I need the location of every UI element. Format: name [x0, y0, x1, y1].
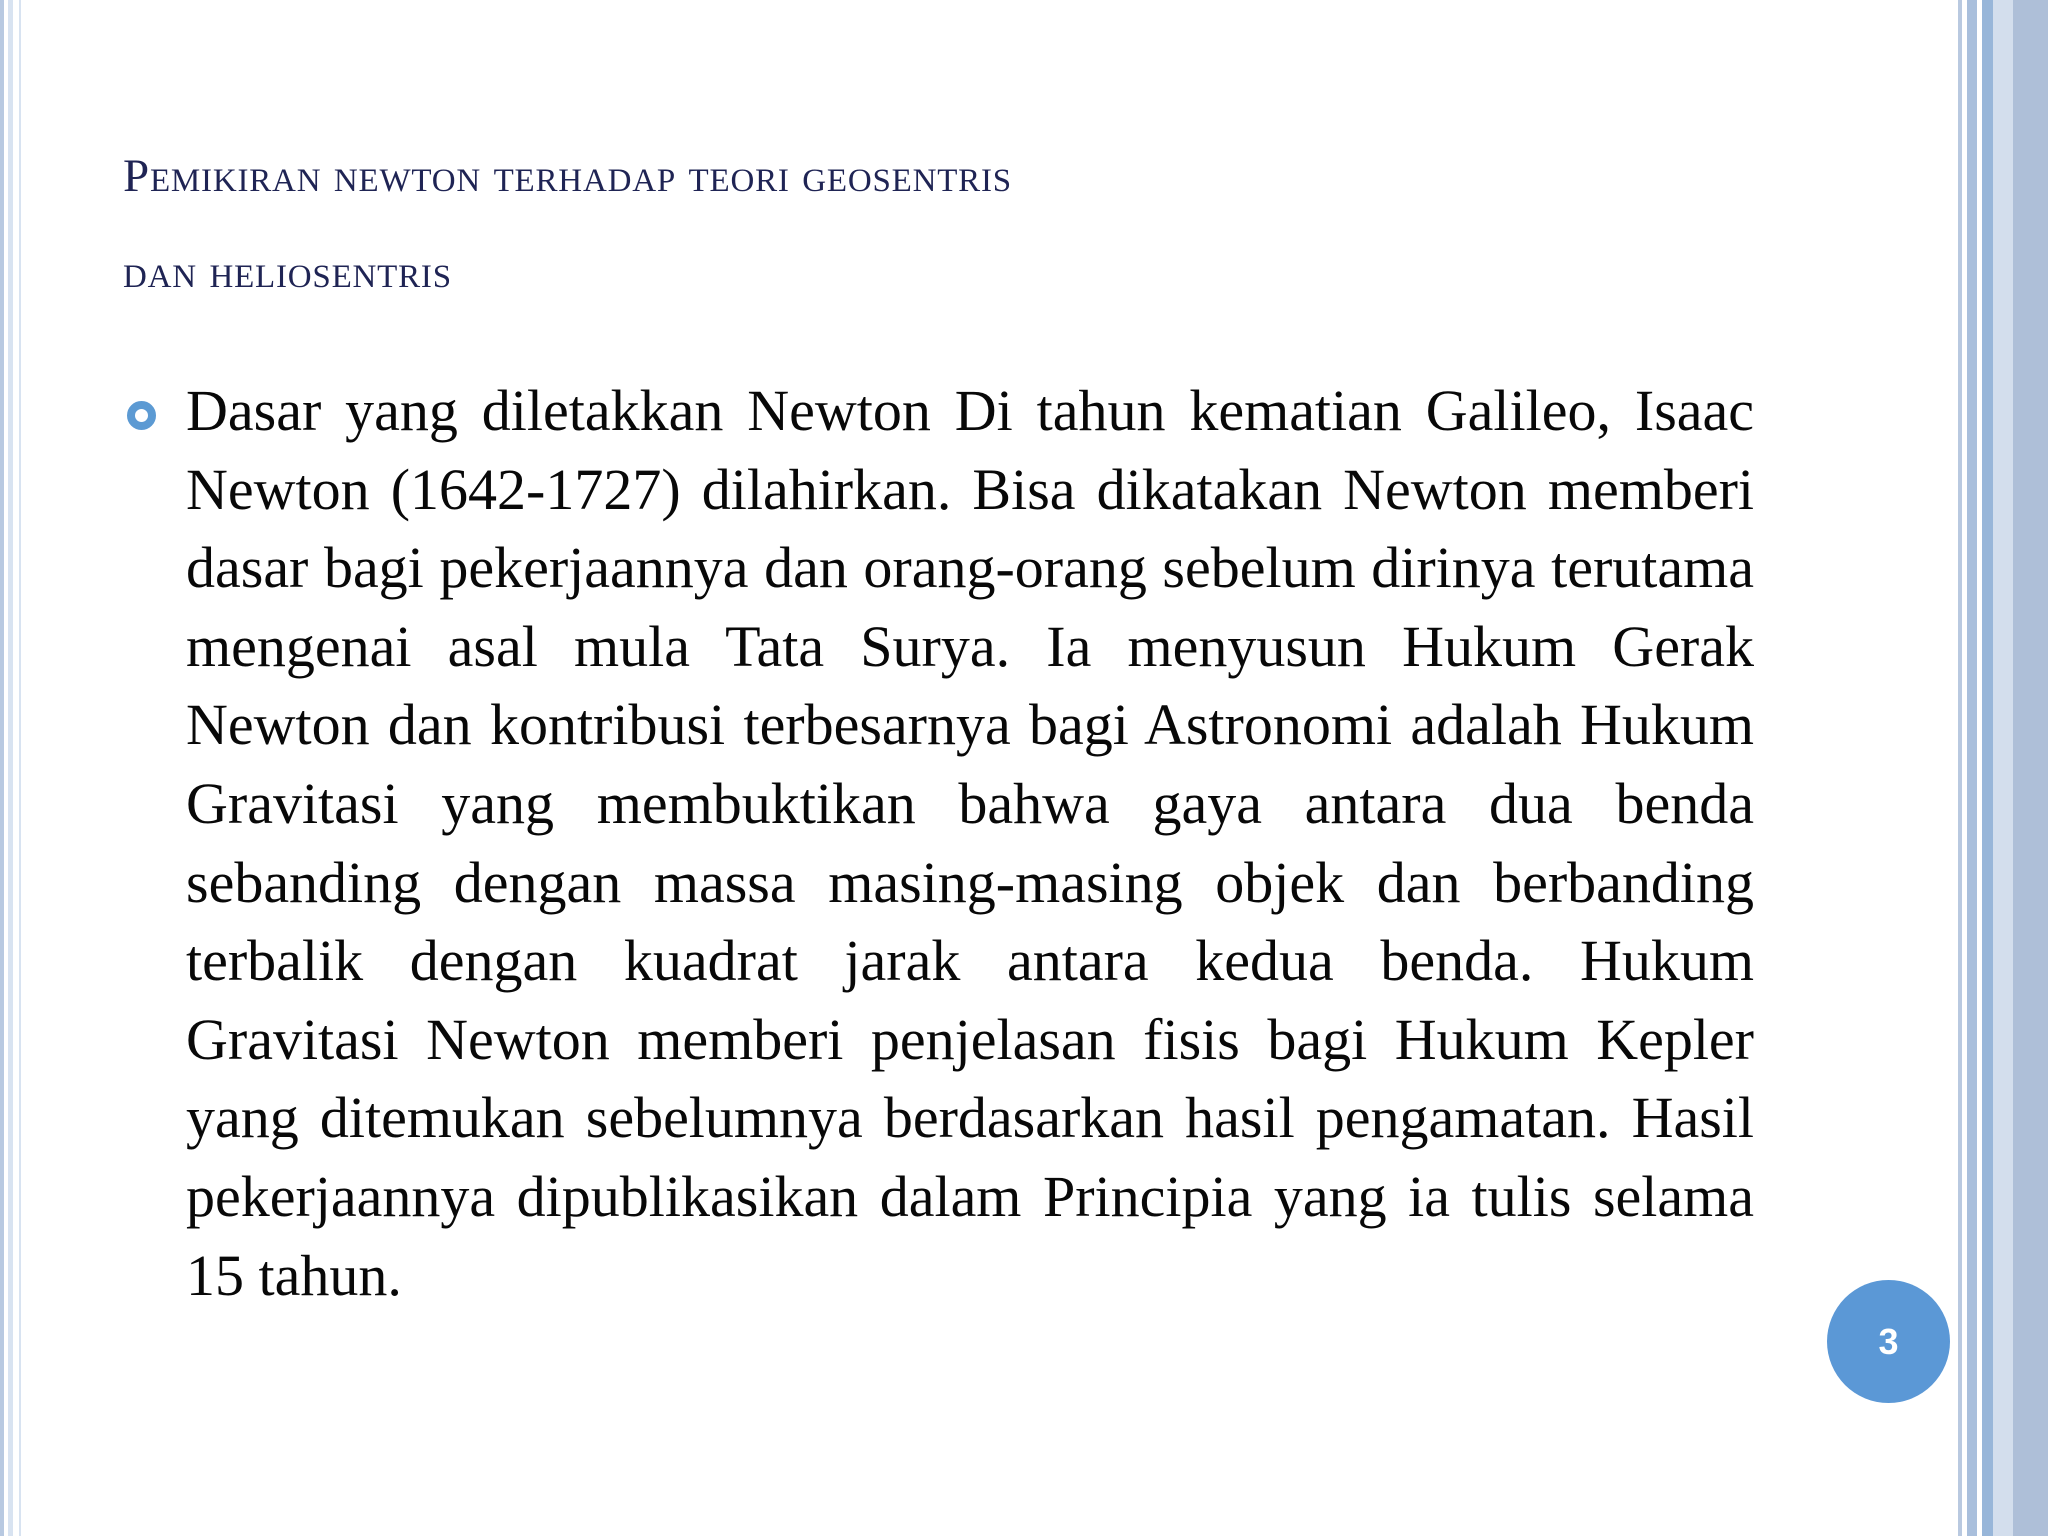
right-frame-line-2 — [1967, 0, 1977, 1536]
slide-title — [123, 128, 1773, 320]
right-frame-line-4 — [1993, 0, 2013, 1536]
right-frame-line-5 — [2013, 0, 2048, 1536]
body-paragraph: Dasar yang diletakkan Newton Di tahun kematian Galileo, Isaac Newton (1642-1727) dilahirkan. Bisa dikatakan Newton memberi dasar bagi pekerjaannya dan orang-orang sebelum dirinya terutama mengenai asal mula Tata Surya. Ia menyusun Hukum Gerak Newton dan kontribusi terbesarnya bagi Astronomi adalah Hukum Gravitasi yang membuktikan bahwa gaya antara dua benda sebanding dengan massa masing-masing objek dan berbanding terbalik dengan kuadrat jarak antara kedua benda. Hukum Gravitasi Newton memberi penjelasan fisis bagi Hukum Kepler yang ditemukan sebelumnya berdasarkan hasil pengamatan. Hasil pekerjaannya dipublikasikan dalam Principia yang ia tulis selama 15 tahun. — [186, 378, 1754, 1308]
right-frame-line-3 — [1982, 0, 1993, 1536]
right-frame-line-1 — [1958, 0, 1962, 1536]
page-number: 3 — [1878, 1320, 1899, 1362]
left-frame-outer — [0, 0, 4, 1536]
left-frame-line — [19, 0, 21, 1536]
title-line-2: dan heliosentris — [123, 246, 452, 298]
bullet-icon — [127, 401, 156, 430]
title-line-1: Pemikiran newton terhadap teori geosentris — [123, 150, 1012, 202]
left-frame-inner — [8, 0, 13, 1536]
page-number-badge — [1827, 1280, 1950, 1403]
